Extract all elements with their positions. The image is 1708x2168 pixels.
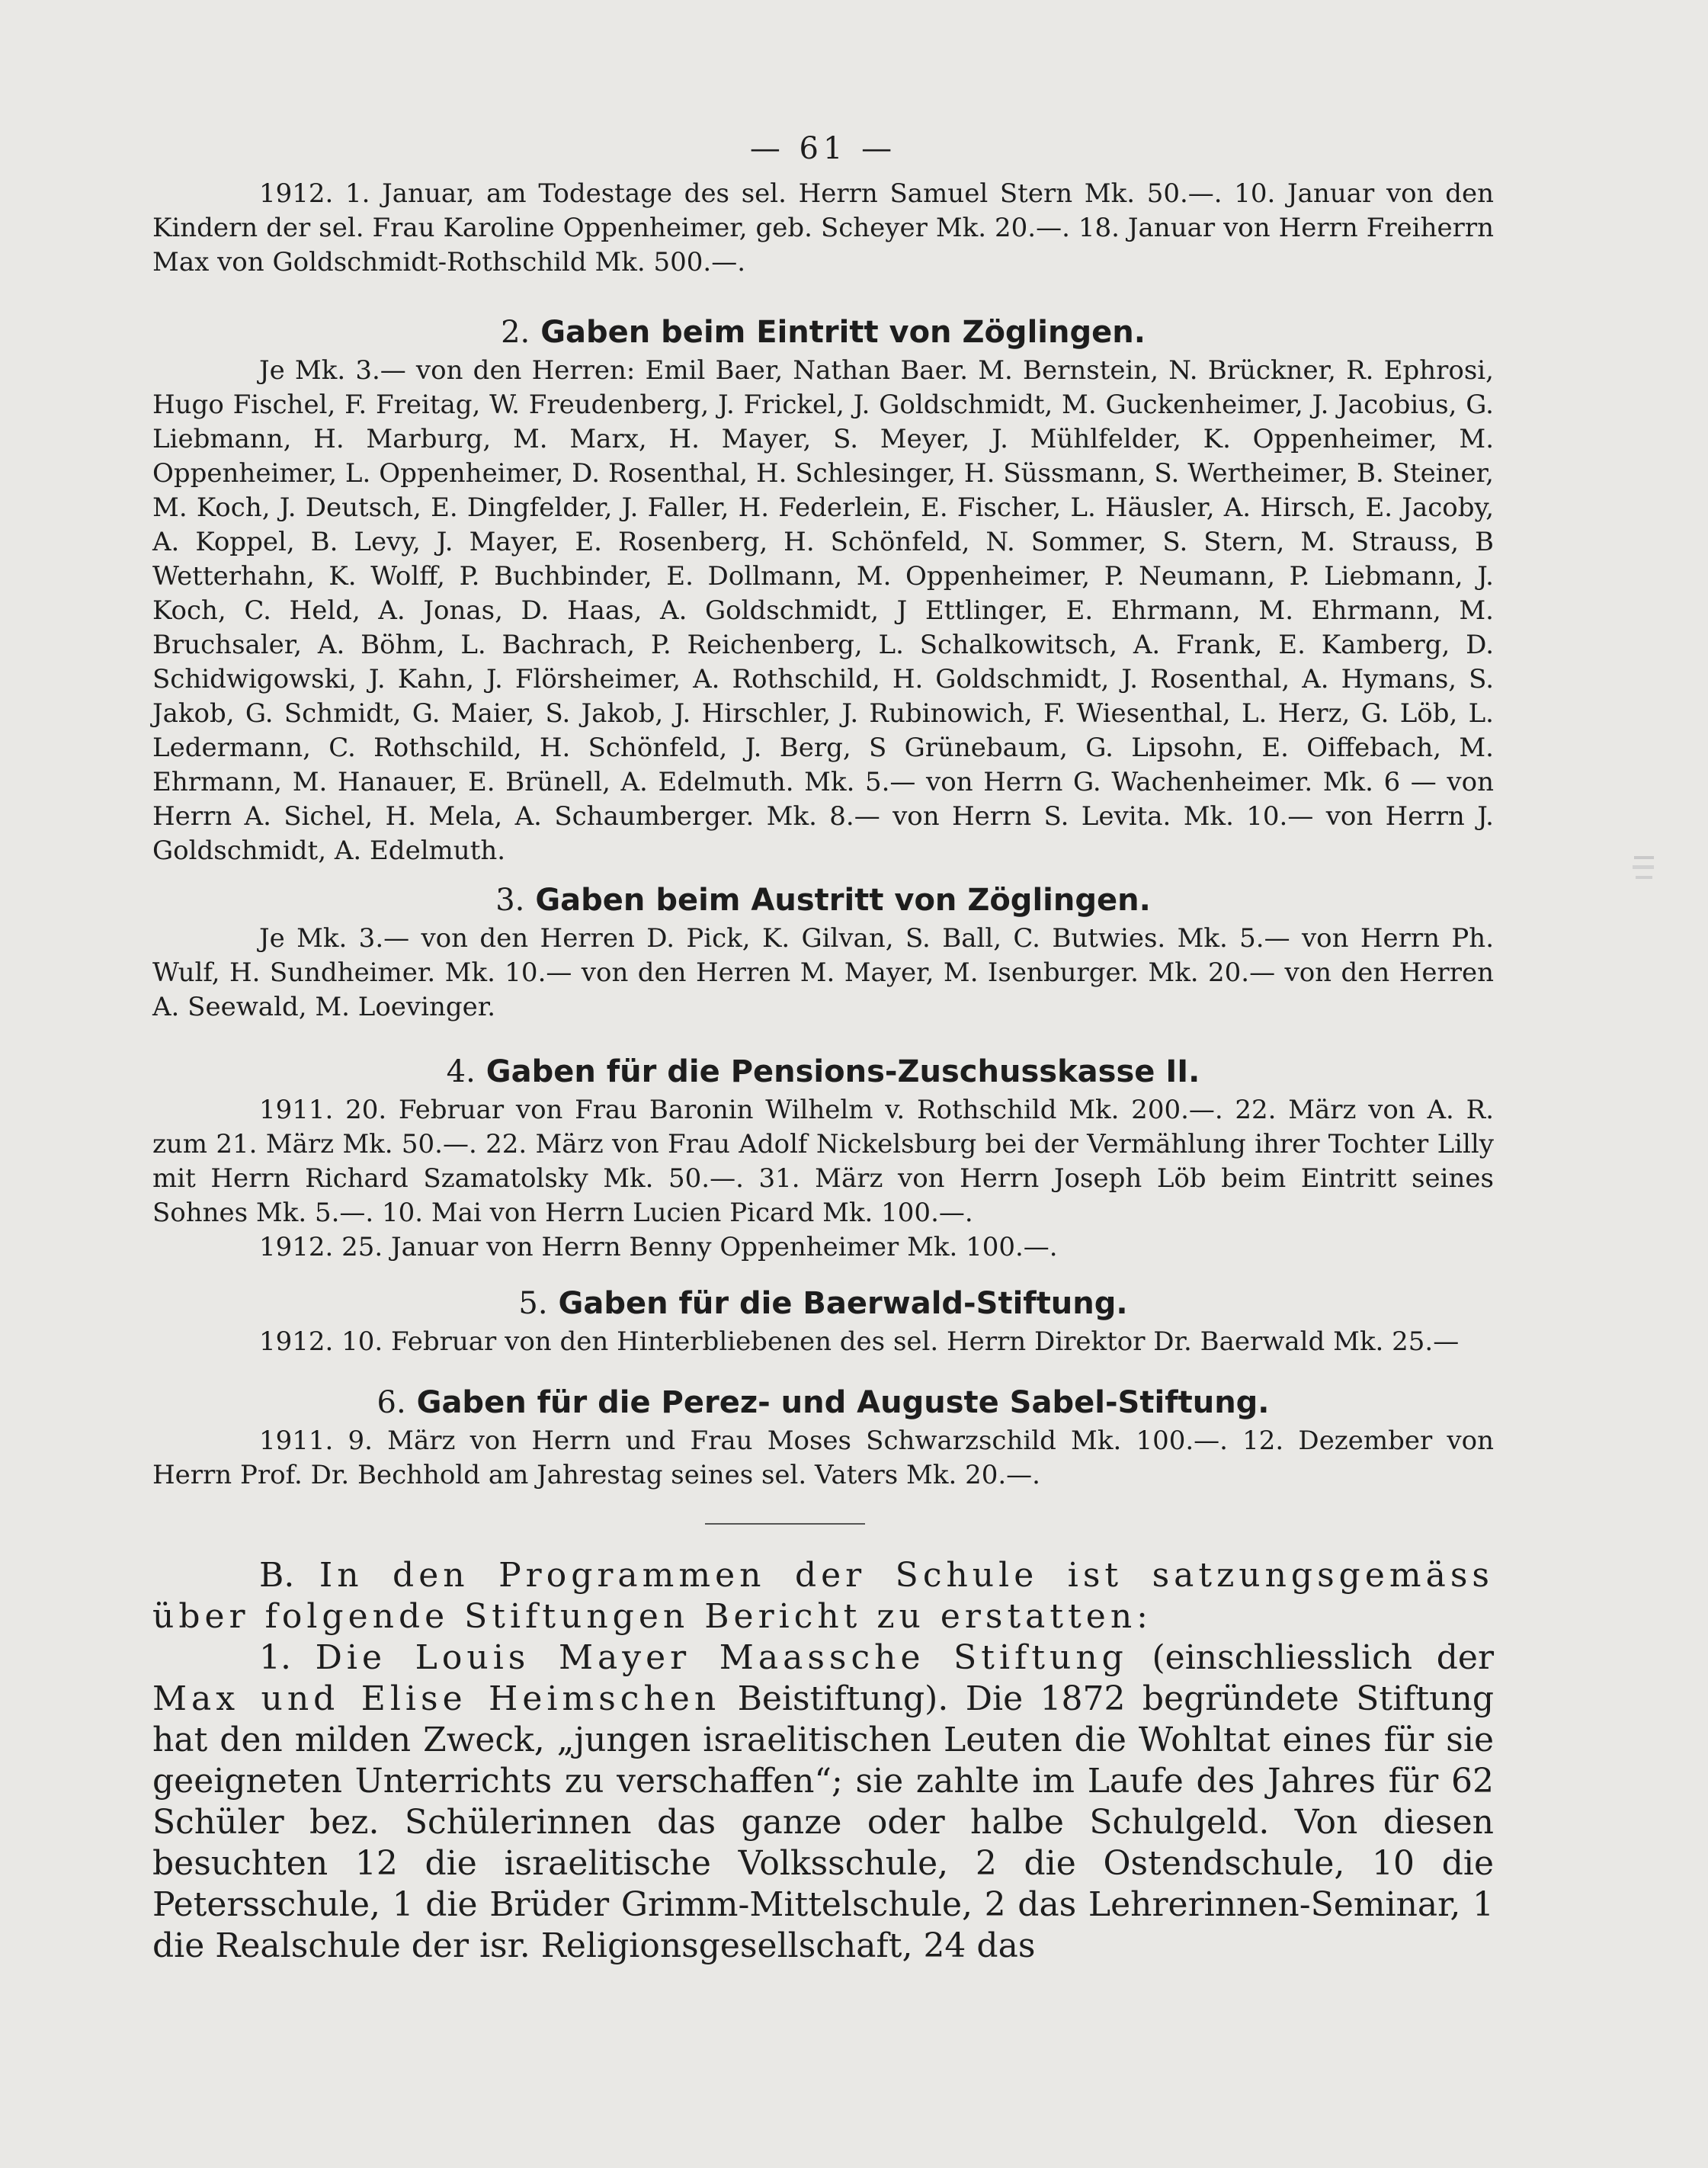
page-number: — 61 — (749, 131, 897, 166)
section-baerwald-stiftung (152, 1282, 1494, 1359)
section-heading (152, 311, 1494, 354)
part-b-label: B. (259, 1556, 295, 1595)
section-number: 5. (518, 1286, 548, 1321)
section-heading (152, 879, 1494, 922)
part-b-lead-text: In den Programmen der Schule ist satzungsgemäss über folgende Stiftungen Bericht zu erstatten: (152, 1556, 1494, 1636)
section-eintritt (152, 311, 1494, 868)
section-paragraph: 1912. 10. Februar von den Hinterbliebenen des sel. Herrn Direktor Dr. Baerwald Mk. 25.— (259, 1326, 1460, 1357)
item-name: Die Louis Mayer Maassche Stiftung (315, 1638, 1128, 1677)
section-paragraph: Je Mk. 3.— von den Herren: Emil Baer, Nathan Baer. M. Bernstein, N. Brückner, R. Ephrosi, Hugo Fischel, F. Freitag, W. Freudenberg, J. Frickel, J. Goldschmidt, M. Guckenheimer, J. Jacobius, G. Liebmann, H. Marburg, M. Marx, H. Mayer, S. Meyer, J. Mühlfelder, K. Oppenheimer, M. Oppenheimer, L. Oppenheimer, D. Rosenthal, H. Schlesinger, H. Süssmann, S. Wertheimer, B. Steiner, M. Koch, J. Deutsch, E. Dingfelder, J. Faller, H. Federlein, E. Fischer, L. Häusler, A. Hirsch, E. Jacoby, A. Koppel, B. Levy, J. Mayer, E. Rosenberg, H. Schönfeld, N. Sommer, S. Stern, M. Strauss, B Wetterhahn, K. Wolff, P. Buchbinder, E. Dollmann, M. Oppenheimer, P. Neumann, P. Liebmann, J. Koch, C. Held, A. Jonas, D. Haas, A. Goldschmidt, J Ettlinger, E. Ehrmann, M. Ehrmann, M. Bruchsaler, A. Böhm, L. Bachrach, P. Reichenberg, L. Schalkowitsch, A. Frank, E. Kamberg, D. Schidwigowski, J. Kahn, J. Flörsheimer, A. Rothschild, H. Goldschmidt, J. Rosenthal, A. Hymans, S. Jakob, G. Schmidt, G. Maier, S. Jakob, J. Hirschler, J. Rubinowich, F. Wiesenthal, L. Herz, G. Löb, L. Ledermann, C. Rothschild, H. Schönfeld, J. Berg, S Grünebaum, G. Lipsohn, E. Oiffebach, M. Ehrmann, M. Hanauer, E. Brünell, A. Edelmuth. Mk. 5.— von Herrn G. Wachenheimer. Mk. 6 — von Herrn A. Sichel, H. Mela, A. Schaumberger. Mk. 8.— von Herrn S. Levita. Mk. 10.— von Herrn J. Goldschmidt, A. Edelmuth. (152, 355, 1494, 866)
section-heading (152, 1282, 1494, 1325)
section-title: Gaben für die Perez- und Auguste Sabel-Stiftung. (416, 1385, 1270, 1420)
section-number: 6. (377, 1385, 406, 1420)
scan-artifact (1631, 850, 1658, 896)
item-paren-open: (einschliesslich der (1152, 1638, 1494, 1677)
section-title: Gaben für die Pensions-Zuschusskasse II. (485, 1054, 1200, 1089)
intro-section (152, 177, 1494, 280)
section-number: 4. (446, 1054, 476, 1089)
section-heading (152, 1050, 1494, 1093)
part-b-item-1 (152, 1637, 1494, 1967)
section-paragraph: 1911. 9. März von Herrn und Frau Moses Schwarzschild Mk. 100.—. 12. Dezember von Herrn Prof. Dr. Bechhold am Jahrestag seines sel. Vaters Mk. 20.—. (152, 1426, 1494, 1490)
part-b-lead (152, 1555, 1494, 1637)
section-pensions-zuschusskasse (152, 1050, 1494, 1265)
section-austritt (152, 879, 1494, 1025)
item-rest: Beistiftung). Die 1872 begründete Stiftung hat den milden Zweck, „jungen israelitischen Leuten die Wohltat eines für sie geeigneten Unterrichts zu verschaffen“; sie zahlte im Laufe des Jahres für 62 Schüler bez. Schülerinnen das ganze oder halbe Schulgeld. Von diesen besuchten 12 die israelitische Volksschule, 2 die Ostendschule, 10 die Petersschule, 1 die Brüder Grimm-Mittelschule, 2 das Lehrerinnen-Seminar, 1 die Realschule der isr. Religionsgesellschaft, 24 das (152, 1679, 1494, 1965)
section-heading (152, 1381, 1494, 1424)
section-number: 3. (495, 883, 525, 918)
section-paragraph-2: 1912. 25. Januar von Herrn Benny Oppenheimer Mk. 100.—. (259, 1232, 1058, 1262)
section-title: Gaben beim Eintritt von Zöglingen. (540, 315, 1146, 350)
section-number: 2. (501, 315, 530, 350)
section-paragraph: Je Mk. 3.— von den Herren D. Pick, K. Gilvan, S. Ball, C. Butwies. Mk. 5.— von Herrn Ph. Wulf, H. Sundheimer. Mk. 10.— von den Herren M. Mayer, M. Isenburger. Mk. 20.— von den Herren A. Seewald, M. Loevinger. (152, 923, 1494, 1022)
item-number: 1. (259, 1638, 291, 1677)
part-b-section (152, 1555, 1494, 1967)
section-title: Gaben für die Baerwald-Stiftung. (558, 1286, 1128, 1321)
item-paren-name: Max und Elise Heimschen (152, 1679, 721, 1718)
section-paragraph: 1911. 20. Februar von Frau Baronin Wilhelm v. Rothschild Mk. 200.—. 22. März von A. R. zum 21. März Mk. 50.—. 22. März von Frau Adolf Nickelsburg bei der Vermählung ihrer Tochter Lilly mit Herrn Richard Szamatolsky Mk. 50.—. 31. März von Herrn Joseph Löb beim Eintritt seines Sohnes Mk. 5.—. 10. Mai von Herrn Lucien Picard Mk. 100.—. (152, 1095, 1494, 1228)
section-title: Gaben beim Austritt von Zöglingen. (535, 883, 1151, 918)
section-divider (705, 1523, 865, 1525)
intro-paragraph: 1912. 1. Januar, am Todestage des sel. Herrn Samuel Stern Mk. 50.—. 10. Januar von den Kindern der sel. Frau Karoline Oppenheimer, geb. Scheyer Mk. 20.—. 18. Januar von Herrn Freiherrn Max von Goldschmidt-Rothschild Mk. 500.—. (152, 178, 1494, 277)
section-sabel-stiftung (152, 1381, 1494, 1493)
